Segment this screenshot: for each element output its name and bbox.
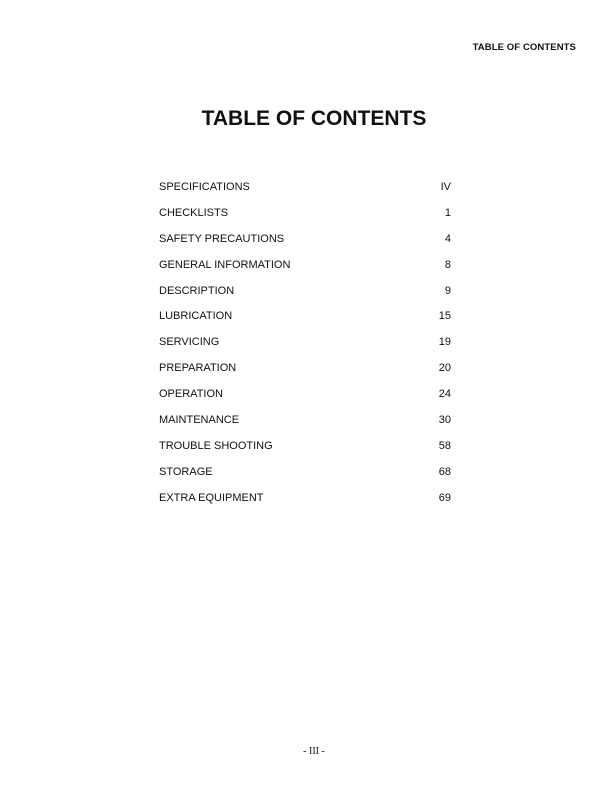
toc-entry-label: DESCRIPTION: [159, 284, 235, 297]
toc-entry-checklists: [159, 200, 451, 226]
toc-entry-page: 19: [438, 336, 451, 349]
toc-entry-page: 9: [444, 284, 451, 297]
toc-entry-extra-equipment: [159, 485, 451, 511]
toc-entry-page: 20: [438, 362, 451, 375]
toc-entry-maintenance: [159, 407, 451, 433]
toc-entry-label: EXTRA EQUIPMENT: [159, 491, 264, 504]
toc-entry-lubrication: [159, 303, 451, 329]
toc-entry-preparation: [159, 355, 451, 381]
toc-entry-page: 69: [438, 491, 451, 504]
toc-entry-storage: [159, 459, 451, 485]
toc-entry-page: 1: [444, 206, 451, 219]
table-of-contents: [159, 174, 451, 511]
page-number: - III -: [303, 746, 325, 757]
toc-entry-page: 68: [438, 465, 451, 478]
toc-entry-label: OPERATION: [159, 388, 223, 401]
running-header: TABLE OF CONTENTS: [472, 42, 576, 53]
toc-entry-label: SERVICING: [159, 336, 220, 349]
toc-entry-label: SPECIFICATIONS: [159, 180, 250, 193]
toc-entry-label: CHECKLISTS: [159, 206, 229, 219]
toc-entry-page: 58: [438, 439, 451, 452]
toc-entry-trouble-shooting: [159, 433, 451, 459]
toc-entry-description: [159, 278, 451, 304]
toc-entry-page: 4: [444, 232, 451, 245]
toc-entry-page: 30: [438, 413, 451, 426]
toc-entry-label: MAINTENANCE: [159, 413, 240, 426]
toc-entry-page: 8: [444, 258, 451, 271]
toc-entry-safety-precautions: [159, 226, 451, 252]
toc-entry-label: LUBRICATION: [159, 310, 233, 323]
toc-entry-page: 24: [438, 388, 451, 401]
toc-entry-label: TROUBLE SHOOTING: [159, 439, 273, 452]
toc-entry-label: STORAGE: [159, 465, 213, 478]
toc-entry-general-information: [159, 252, 451, 278]
toc-entry-label: GENERAL INFORMATION: [159, 258, 291, 271]
toc-entry-servicing: [159, 329, 451, 355]
toc-entry-page: 15: [438, 310, 451, 323]
toc-entry-page: IV: [440, 180, 451, 193]
toc-entry-label: SAFETY PRECAUTIONS: [159, 232, 285, 245]
toc-entry-label: PREPARATION: [159, 362, 237, 375]
toc-entry-specifications: [159, 174, 451, 200]
page-title: TABLE OF CONTENTS: [201, 107, 427, 130]
toc-entry-operation: [159, 381, 451, 407]
